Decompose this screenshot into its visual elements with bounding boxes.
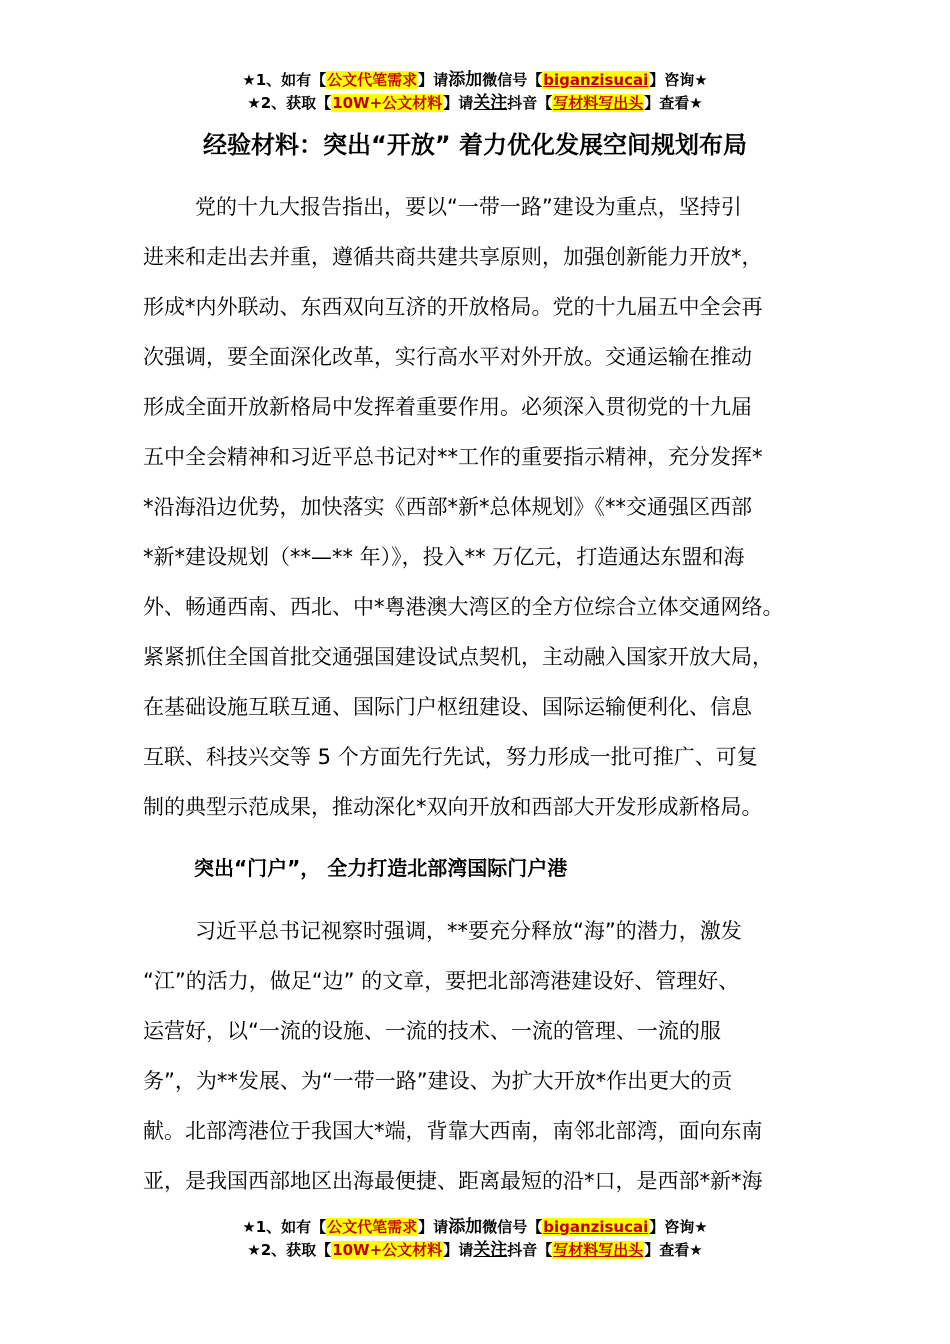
promo-highlight: 公文代笔需求 [327, 1218, 418, 1236]
promo-highlight: 公文代笔需求 [327, 71, 418, 89]
top-promo-banner [0, 69, 950, 115]
promo-text: 】请 [418, 71, 449, 89]
document-title: 经验材料：突出“开放” 着力优化发展空间规划布局 [203, 131, 747, 159]
promo-highlight: 10W+公文材料 [332, 94, 443, 112]
douyin-account-highlight: 写材料写出头 [553, 1241, 644, 1259]
paragraph-line: 外、畅通西南、西北、中*粤港澳大湾区的全方位综合立体交通网络。 [143, 595, 784, 619]
promo-text: 】查看★ [644, 94, 703, 112]
paragraph-line: *沿海沿边优势，加快落实《西部*新*总体规划》《**交通强区西部 [143, 495, 752, 519]
promo-text: 】咨询★ [649, 1218, 708, 1236]
paragraph-line: 次强调，要全面深化改革，实行高水平对外开放。交通运输在推动 [143, 345, 752, 369]
promo-line-1 [0, 69, 950, 92]
promo-highlight: 10W+公文材料 [332, 1241, 443, 1259]
promo-text: 添加 [448, 1217, 483, 1237]
promo-text: 微信号【 [482, 71, 543, 89]
paragraph-line: 党的十九大报告指出，要以“一带一路”建设为重点，坚持引 [195, 195, 742, 219]
paragraph-line: 在基础设施互联互通、国际门户枢纽建设、国际运输便利化、信息 [143, 695, 752, 719]
douyin-account-highlight: 写材料写出头 [553, 94, 644, 112]
promo-text: ★1、如有【 [242, 1218, 327, 1236]
promo-line-2 [0, 1239, 950, 1262]
paragraph-line: 紧紧抓住全国首批交通强国建设试点契机，主动融入国家开放大局， [143, 645, 773, 669]
promo-text: ★2、获取【 [247, 1241, 332, 1259]
paragraph-line: 运营好，以“一流的设施、一流的技术、一流的管理、一流的服 [143, 1019, 721, 1043]
paragraph-line: 务”，为**发展、为“一带一路”建设、为扩大开放*作出更大的贡 [143, 1069, 733, 1093]
promo-line-1 [0, 1216, 950, 1239]
paragraph-line: 形成*内外联动、东西双向互济的开放格局。党的十九届五中全会再 [143, 295, 763, 319]
wechat-id-highlight: biganzisucai [543, 71, 649, 89]
promo-text: 】请 [418, 1218, 449, 1236]
promo-text: 微信号【 [482, 1218, 543, 1236]
paragraph-line: 习近平总书记视察时强调，**要充分释放“海”的潜力，激发 [195, 919, 742, 943]
paragraph-line: *新*建设规划（**—** 年）》，投入** 万亿元，打造通达东盟和海 [143, 545, 745, 569]
bottom-promo-banner [0, 1216, 950, 1262]
promo-text: 】请 [443, 1241, 474, 1259]
paragraph-line: 五中全会精神和习近平总书记对**工作的重要指示精神，充分发挥* [143, 445, 763, 469]
paragraph-line: 制的典型示范成果，推动深化*双向开放和西部大开发形成新格局。 [143, 795, 763, 819]
promo-line-2 [0, 92, 950, 115]
paragraph-line: “江”的活力，做足“边” 的文章，要把北部湾港建设好、管理好、 [143, 969, 740, 993]
paragraph-line: 进来和走出去并重，遵循共商共建共享原则，加强创新能力开放*， [143, 245, 763, 269]
paragraph-1 [143, 182, 784, 832]
promo-text: 抖音【 [507, 94, 553, 112]
promo-text: ★1、如有【 [242, 71, 327, 89]
promo-text: 关注 [473, 93, 508, 113]
paragraph-2 [143, 906, 763, 1206]
promo-text: 关注 [473, 1240, 508, 1260]
paragraph-line: 亚，是我国西部地区出海最便捷、距离最短的沿*口，是西部*新*海 [143, 1169, 763, 1193]
promo-text: ★2、获取【 [247, 94, 332, 112]
paragraph-line: 献。北部湾港位于我国大*端，背靠大西南，南邻北部湾，面向东南 [143, 1119, 763, 1143]
promo-text: 】查看★ [644, 1241, 703, 1259]
promo-text: 】请 [443, 94, 474, 112]
wechat-id-highlight: biganzisucai [543, 1218, 649, 1236]
promo-text: 添加 [448, 70, 483, 90]
section-heading: 突出“门户”， 全力打造北部湾国际门户港 [194, 856, 568, 880]
promo-text: 抖音【 [507, 1241, 553, 1259]
paragraph-line: 互联、科技兴交等 5 个方面先行先试，努力形成一批可推广、可复 [143, 745, 758, 769]
promo-text: 】咨询★ [649, 71, 708, 89]
paragraph-line: 形成全面开放新格局中发挥着重要作用。必须深入贯彻党的十九届 [143, 395, 752, 419]
